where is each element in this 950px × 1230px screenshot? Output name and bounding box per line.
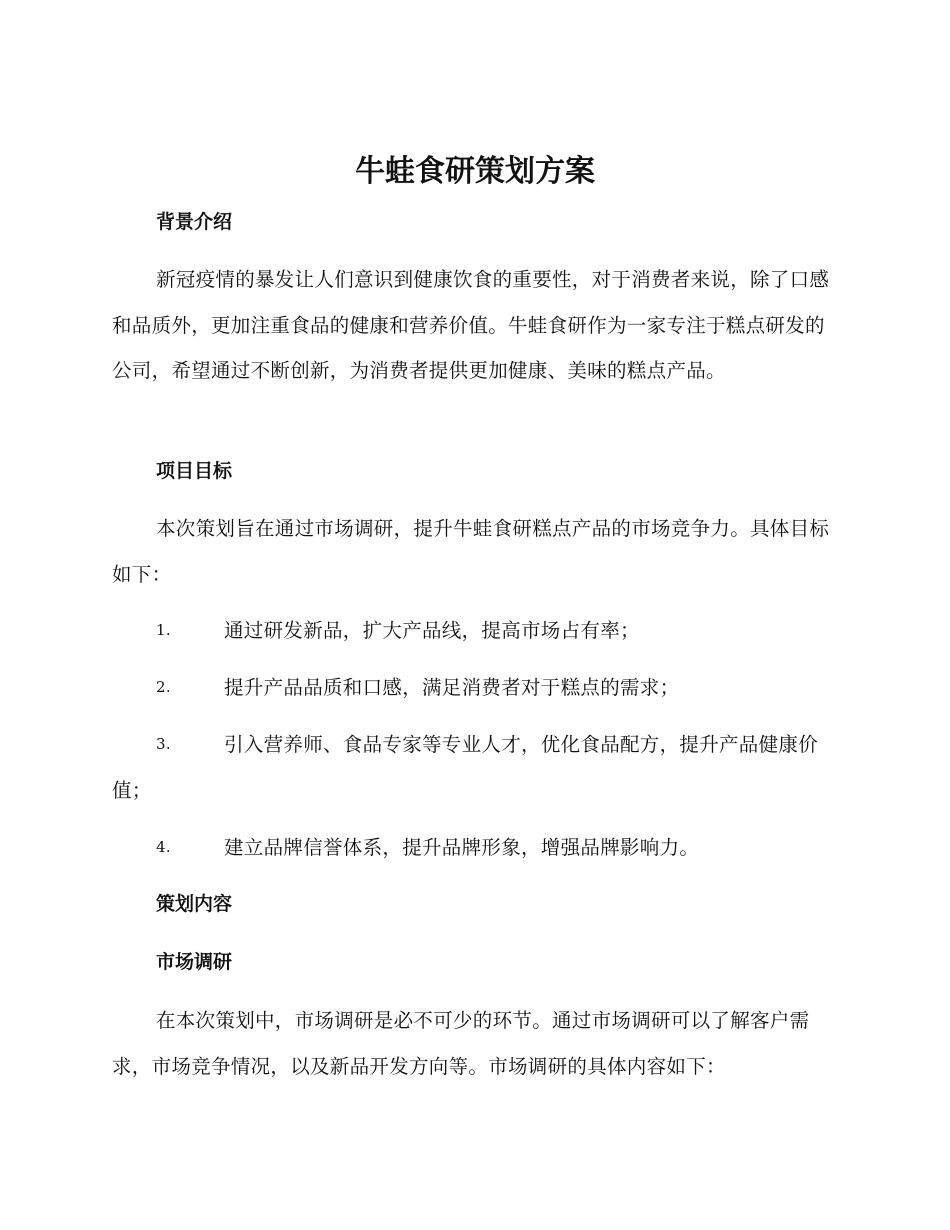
list-item (112, 608, 834, 654)
list-item-number: 4. (156, 838, 171, 856)
list-item-text: 通过研发新品，扩大产品线，提高市场占有率； (224, 619, 640, 642)
list-item-text: 建立品牌信誉体系，提升品牌形象，增强品牌影响力。 (224, 836, 700, 859)
heading-background: 背景介绍 (156, 211, 233, 233)
heading-goals: 项目目标 (156, 460, 233, 482)
paragraph-background: 新冠疫情的暴发让人们意识到健康饮食的重要性，对于消费者来说，除了口感和品质外，更加注重食品的健康和营养价值。牛蛙食研作为一家专注于糕点研发的公司，希望通过不断创新，为消费者提供更加健康、美味的糕点产品。 (112, 268, 830, 382)
heading-research: 市场调研 (156, 951, 233, 973)
paragraph-research: 在本次策划中，市场调研是必不可少的环节。通过市场调研可以了解客户需求，市场竞争情况，以及新品开发方向等。市场调研的具体内容如下： (112, 1009, 810, 1078)
list-item-text: 引入营养师、食品专家等专业人才，优化食品配方，提升产品健康价值； (112, 733, 819, 802)
document-title: 牛蛙食研策划方案 (355, 154, 595, 189)
list-item-text: 提升产品品质和口感，满足消费者对于糕点的需求； (224, 676, 680, 699)
list-item-number: 1. (156, 621, 171, 639)
list-item (112, 665, 834, 711)
list-item (112, 825, 834, 871)
list-item-number: 3. (156, 735, 171, 753)
heading-content: 策划内容 (156, 893, 233, 915)
list-item (112, 722, 834, 813)
list-item-number: 2. (156, 678, 171, 696)
paragraph-goals: 本次策划旨在通过市场调研，提升牛蛙食研糕点产品的市场竞争力。具体目标如下： (112, 517, 830, 586)
